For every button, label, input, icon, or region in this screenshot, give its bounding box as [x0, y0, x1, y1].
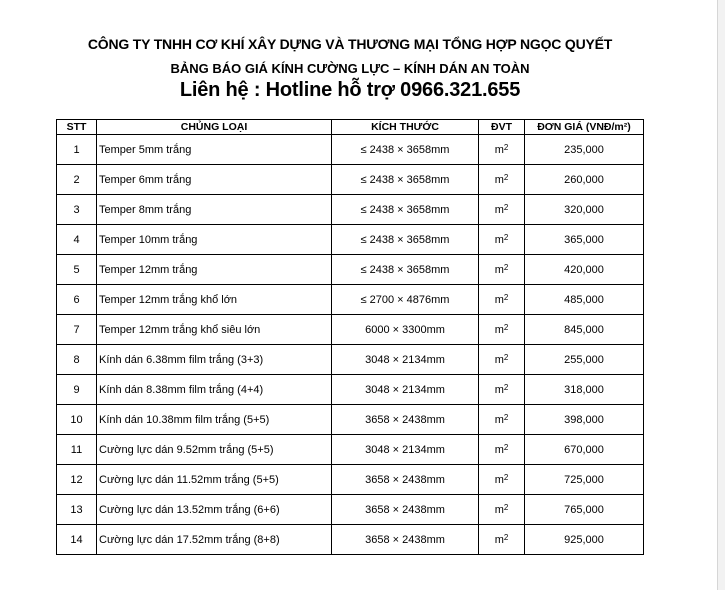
- table-row: [57, 375, 644, 405]
- row-size: ≤ 2700 × 4876mm: [332, 285, 479, 315]
- row-product-type: Temper 6mm trắng: [97, 165, 332, 195]
- price-table: [56, 119, 644, 555]
- row-price: 420,000: [525, 255, 644, 285]
- row-unit-base: m: [494, 203, 504, 216]
- column-header-type: CHỦNG LOẠI: [97, 120, 332, 135]
- row-stt: 11: [57, 435, 97, 465]
- row-unit-exponent: 2: [503, 382, 509, 392]
- row-unit-exponent: 2: [503, 262, 509, 272]
- table-row: [57, 405, 644, 435]
- row-product-type: Temper 12mm trắng khổ siêu lớn: [97, 315, 332, 345]
- row-size: ≤ 2438 × 3658mm: [332, 225, 479, 255]
- row-stt: 5: [57, 255, 97, 285]
- company-name: CÔNG TY TNHH CƠ KHÍ XÂY DỰNG VÀ THƯƠNG MẠI TỔNG HỢP NGỌC QUYẾT: [87, 36, 613, 52]
- row-product-type: Cường lực dán 11.52mm trắng (5+5): [97, 465, 332, 495]
- table-row: [57, 315, 644, 345]
- row-unit-base: m: [494, 293, 504, 306]
- row-size: 3658 × 2438mm: [332, 405, 479, 435]
- row-size: 3048 × 2134mm: [332, 435, 479, 465]
- row-price: 485,000: [525, 285, 644, 315]
- column-header-stt: STT: [57, 120, 97, 135]
- row-unit-base: m: [494, 413, 504, 426]
- row-unit-base: m: [494, 173, 504, 186]
- row-price: 255,000: [525, 345, 644, 375]
- row-unit-exponent: 2: [503, 532, 509, 542]
- row-unit-base: m: [494, 383, 504, 396]
- row-price: 765,000: [525, 495, 644, 525]
- table-body: [57, 135, 644, 555]
- row-stt: 8: [57, 345, 97, 375]
- row-size: ≤ 2438 × 3658mm: [332, 135, 479, 165]
- row-size: 3658 × 2438mm: [332, 465, 479, 495]
- row-product-type: Cường lực dán 9.52mm trắng (5+5): [97, 435, 332, 465]
- row-unit: [479, 135, 525, 165]
- row-product-type: Temper 12mm trắng khổ lớn: [97, 285, 332, 315]
- table-row: [57, 225, 644, 255]
- row-stt: 13: [57, 495, 97, 525]
- table-row: [57, 525, 644, 555]
- document-title: BẢNG BÁO GIÁ KÍNH CƯỜNG LỰC – KÍNH DÁN AN TOÀN: [170, 61, 530, 76]
- row-price: 320,000: [525, 195, 644, 225]
- row-size: 3658 × 2438mm: [332, 495, 479, 525]
- table-row: [57, 195, 644, 225]
- row-unit: [479, 495, 525, 525]
- row-price: 670,000: [525, 435, 644, 465]
- row-stt: 7: [57, 315, 97, 345]
- row-product-type: Cường lực dán 13.52mm trắng (6+6): [97, 495, 332, 525]
- row-stt: 2: [57, 165, 97, 195]
- row-unit: [479, 435, 525, 465]
- row-unit-exponent: 2: [503, 292, 509, 302]
- row-unit-base: m: [494, 533, 504, 546]
- row-unit-exponent: 2: [503, 502, 509, 512]
- row-stt: 9: [57, 375, 97, 405]
- row-unit-exponent: 2: [503, 232, 509, 242]
- row-size: ≤ 2438 × 3658mm: [332, 165, 479, 195]
- row-unit: [479, 165, 525, 195]
- row-stt: 14: [57, 525, 97, 555]
- row-product-type: Temper 10mm trắng: [97, 225, 332, 255]
- row-unit: [479, 225, 525, 255]
- row-unit-exponent: 2: [503, 322, 509, 332]
- row-product-type: Temper 5mm trắng: [97, 135, 332, 165]
- row-product-type: Kính dán 6.38mm film trắng (3+3): [97, 345, 332, 375]
- row-unit-exponent: 2: [503, 442, 509, 452]
- row-size: ≤ 2438 × 3658mm: [332, 195, 479, 225]
- row-unit-base: m: [494, 233, 504, 246]
- row-size: 3048 × 2134mm: [332, 345, 479, 375]
- row-unit-exponent: 2: [503, 142, 509, 152]
- row-unit-base: m: [494, 503, 504, 516]
- row-unit-base: m: [494, 443, 504, 456]
- row-unit-exponent: 2: [503, 412, 509, 422]
- row-unit-base: m: [494, 263, 504, 276]
- row-unit-exponent: 2: [503, 172, 509, 182]
- table-row: [57, 255, 644, 285]
- scrollbar-track[interactable]: [717, 0, 725, 590]
- row-unit: [479, 465, 525, 495]
- row-product-type: Kính dán 10.38mm film trắng (5+5): [97, 405, 332, 435]
- column-header-unit: ĐVT: [479, 120, 525, 135]
- row-unit-base: m: [494, 143, 504, 156]
- row-stt: 3: [57, 195, 97, 225]
- row-unit: [479, 255, 525, 285]
- row-unit-exponent: 2: [503, 202, 509, 212]
- row-product-type: Cường lực dán 17.52mm trắng (8+8): [97, 525, 332, 555]
- row-price: 398,000: [525, 405, 644, 435]
- table-row: [57, 135, 644, 165]
- row-product-type: Temper 12mm trắng: [97, 255, 332, 285]
- table-row: [57, 345, 644, 375]
- row-stt: 6: [57, 285, 97, 315]
- row-price: 725,000: [525, 465, 644, 495]
- row-stt: 10: [57, 405, 97, 435]
- table-row: [57, 495, 644, 525]
- row-unit: [479, 315, 525, 345]
- column-header-price: ĐƠN GIÁ (VNĐ/m²): [525, 120, 644, 135]
- row-unit-base: m: [494, 323, 504, 336]
- row-stt: 1: [57, 135, 97, 165]
- row-unit: [479, 525, 525, 555]
- row-unit: [479, 345, 525, 375]
- hotline-contact: Liên hệ : Hotline hỗ trợ 0966.321.655: [179, 79, 521, 101]
- row-product-type: Temper 8mm trắng: [97, 195, 332, 225]
- row-unit-base: m: [494, 353, 504, 366]
- row-unit: [479, 405, 525, 435]
- row-unit: [479, 285, 525, 315]
- table-row: [57, 465, 644, 495]
- table-row: [57, 435, 644, 465]
- row-size: 3048 × 2134mm: [332, 375, 479, 405]
- row-stt: 12: [57, 465, 97, 495]
- row-unit-base: m: [494, 473, 504, 486]
- row-size: 3658 × 2438mm: [332, 525, 479, 555]
- row-size: 6000 × 3300mm: [332, 315, 479, 345]
- row-unit-exponent: 2: [503, 352, 509, 362]
- row-price: 365,000: [525, 225, 644, 255]
- row-unit-exponent: 2: [503, 472, 509, 482]
- table-row: [57, 165, 644, 195]
- row-unit: [479, 375, 525, 405]
- row-stt: 4: [57, 225, 97, 255]
- row-product-type: Kính dán 8.38mm film trắng (4+4): [97, 375, 332, 405]
- row-size: ≤ 2438 × 3658mm: [332, 255, 479, 285]
- row-price: 235,000: [525, 135, 644, 165]
- row-price: 260,000: [525, 165, 644, 195]
- row-price: 925,000: [525, 525, 644, 555]
- table-header-row: [57, 120, 644, 135]
- row-unit: [479, 195, 525, 225]
- column-header-size: KÍCH THƯỚC: [332, 120, 479, 135]
- row-price: 318,000: [525, 375, 644, 405]
- row-price: 845,000: [525, 315, 644, 345]
- table-row: [57, 285, 644, 315]
